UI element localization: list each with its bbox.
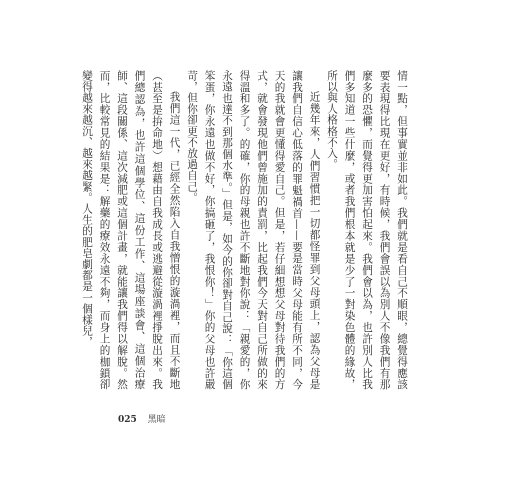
paragraph-continued: 情一點，但事實並非如此。我們就是看自己不順眼，總覺得應該要表現得比現在更好，有時候，我們會誤以為別人不像我們有那麼多的恐懼，而覺得更加害怕起來。我們會以為，也許別人比我們多知道一些什麼，或者我們根本就是少了一對染色體的緣故，所以與人格格不入。 xyxy=(326,70,408,390)
vertical-text-block xyxy=(81,70,410,390)
paragraph-parents: 近幾年來，人們習慣把一切都怪罪到父母頭上，認為父母是讓我們自信心低落的罪魁禍首——要是當時父母能有所不同，今天的我就會更懂得愛自己。但是，若仔細想想父母對待我們的方式，就會發現他們曾施加的責罰，比起我們今天對自己所做的來得溫和多了。的確，你的母親也許不斷地對你說：「親愛的，你永遠也達不到那個水準。」但是，如今的你卻對自己說：「你這個笨蛋，你永遠也做不好，你搞砸了，我恨你！」你的父母也許嚴苛，但你卻更不放過自己。 xyxy=(186,70,321,390)
page-number: 025 xyxy=(118,415,137,425)
running-title: 黑暗 xyxy=(147,415,166,425)
page-footer xyxy=(118,414,166,426)
paragraph-generation: 我們這一代，已經全然陷入自我憎恨的漩渦裡，而且不斷地（甚至是拚命地）想藉由自我成長或逃避從漩渦裡掙脫出來。我們總認為，也許這個學位、這份工作、這場座談會、這個治療師、這段關係、這次減肥或這個計畫，就能讓我們得以解脫。然而，比較常見的結果是：解藥的療效永遠不夠，而身上的枷鎖卻變得越來越沉、越來越緊。人生的肥皂劇都是一個樣兒， xyxy=(81,70,181,390)
